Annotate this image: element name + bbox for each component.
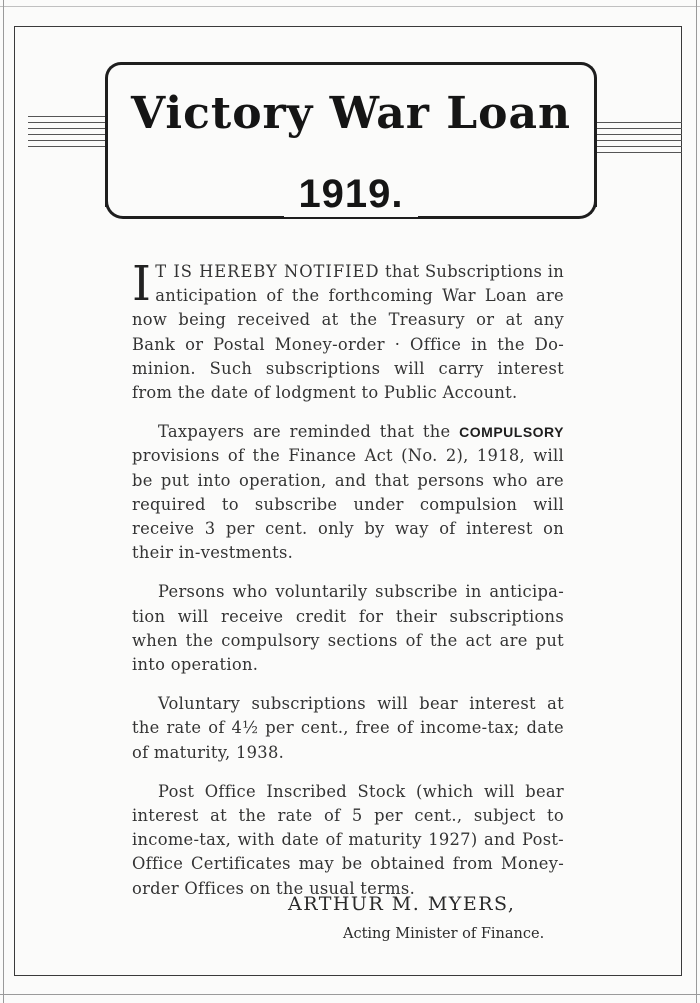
- page-title: Victory War Loan: [131, 88, 571, 139]
- outer-border-top: [0, 6, 700, 7]
- year-label: 1919.: [284, 172, 417, 217]
- paragraph-3: Persons who voluntarily subscribe in anticipa-tion will receive credit for their subscriptions when the compulsory sections of the act are put into operation.: [132, 582, 564, 675]
- paragraph-2-after: provisions of the Finance Act (No. 2), 1918, will be put into operation, and that persons who are required to subscribe under compulsion will receive 3 per cent. only by way of interest on their in-vestments.: [132, 446, 564, 563]
- outer-border-bottom: [0, 994, 700, 995]
- signature-title: Acting Minister of Finance.: [343, 926, 545, 942]
- notice-body: [132, 256, 564, 916]
- signature-name: ARTHUR M. MYERS,: [288, 893, 516, 915]
- compulsory-emphasis: COMPULSORY: [459, 424, 564, 441]
- paragraph-2-before: Taxpayers are reminded that the: [158, 422, 460, 442]
- paragraph-5: Post Office Inscribed Stock (which will bear interest at the rate of 5 per cent., subject to income-tax, with date of maturity 1927) and Post-Office Certificates may be obtained from Money-order Offices on the usual terms.: [132, 781, 564, 898]
- year-container: [105, 172, 597, 217]
- lead-caps: T IS HEREBY NOTIFIED: [155, 262, 380, 281]
- paragraph-4: Voluntary subscriptions will bear interest at the rate of 4½ per cent., free of income-tax; date of maturity, 1938.: [132, 694, 564, 762]
- outer-border-left: [3, 0, 4, 1003]
- paragraph-2: [132, 420, 564, 565]
- outer-border-right: [696, 0, 697, 1003]
- paragraph-1: [132, 256, 564, 405]
- paragraph-1-text: that Subscriptions in anticipation of the forthcoming War Loan are now being received at the Treasury or at any Bank or Postal Money-order · Office in the Do-minion. Such subscriptions will carry interest from the date of lodgment to Public Account.: [132, 262, 564, 403]
- decorative-rules-left: [28, 116, 106, 152]
- decorative-rules-right: [596, 122, 682, 158]
- dropcap: I: [132, 256, 152, 312]
